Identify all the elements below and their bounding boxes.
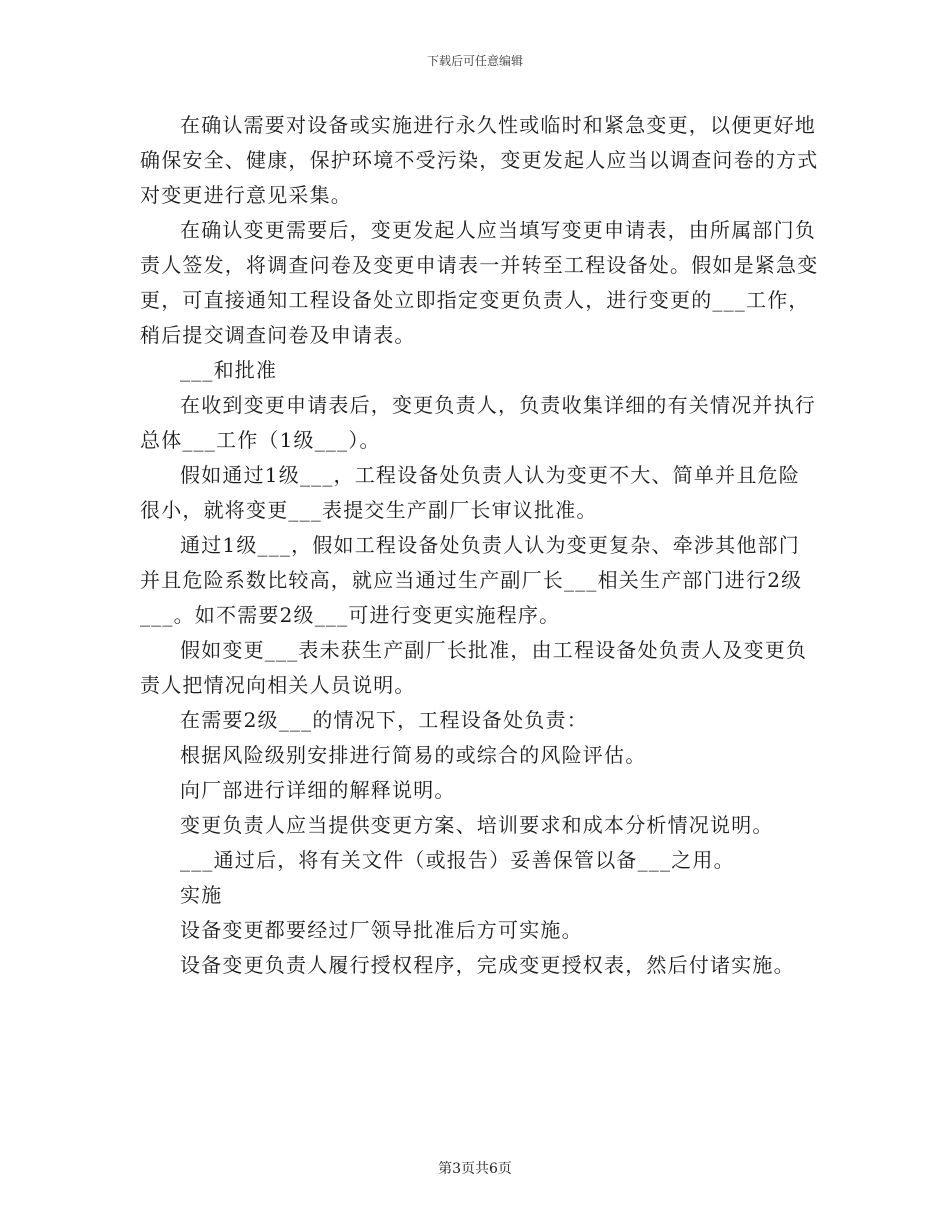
page-header: 下载后可任意编辑 bbox=[426, 54, 523, 68]
list-item: 向厂部进行详细的解释说明。 bbox=[180, 778, 456, 802]
list-item: 变更负责人应当提供变更方案、培训要求和成本分析情况说明。 bbox=[180, 813, 774, 837]
document-body bbox=[140, 108, 820, 983]
page-number: 第3页共6页 bbox=[438, 1161, 512, 1177]
paragraph: 假如通过1级___，工程设备处负责人认为变更不大、简单并且危险很小，就将变更___表提交生产副厂长审议批准。 bbox=[140, 463, 800, 522]
paragraph: 假如变更___表未获生产副厂长批准，由工程设备处负责人及变更负责人把情况向相关人员说明。 bbox=[140, 638, 808, 697]
paragraph: ___通过后，将有关文件（或报告）妥善保管以备___之用。 bbox=[180, 848, 735, 872]
paragraph: 在需要2级___的情况下，工程设备处负责： bbox=[180, 708, 588, 732]
section-heading: 实施 bbox=[180, 883, 223, 907]
paragraph: 在确认变更需要后，变更发起人应当填写变更申请表，由所属部门负责人签发，将调查问卷及变更申请表一并转至工程设备处。假如是紧急变更，可直接通知工程设备处立即指定变更负责人，进行变更的___工作，稍后提交调查问卷及申请表。 bbox=[140, 218, 819, 347]
paragraph: 在确认需要对设备或实施进行永久性或临时和紧急变更，以便更好地确保安全、健康，保护环境不受污染，变更发起人应当以调查问卷的方式对变更进行意见采集。 bbox=[140, 113, 819, 207]
paragraph: 设备变更都要经过厂领导批准后方可实施。 bbox=[180, 918, 583, 942]
paragraph: 在收到变更申请表后，变更负责人，负责收集详细的有关情况并执行总体___工作（1级___）。 bbox=[140, 393, 816, 452]
section-heading: ___和批准 bbox=[180, 358, 278, 382]
paragraph: 通过1级___，假如工程设备处负责人认为变更复杂、牵涉其他部门并且危险系数比较高，就应当通过生产副厂长___相关生产部门进行2级___。如不需要2级___可进行变更实施程序。 bbox=[140, 533, 803, 627]
paragraph: 设备变更负责人履行授权程序，完成变更授权表，然后付诸实施。 bbox=[180, 953, 795, 977]
list-item: 根据风险级别安排进行简易的或综合的风险评估。 bbox=[180, 743, 647, 767]
